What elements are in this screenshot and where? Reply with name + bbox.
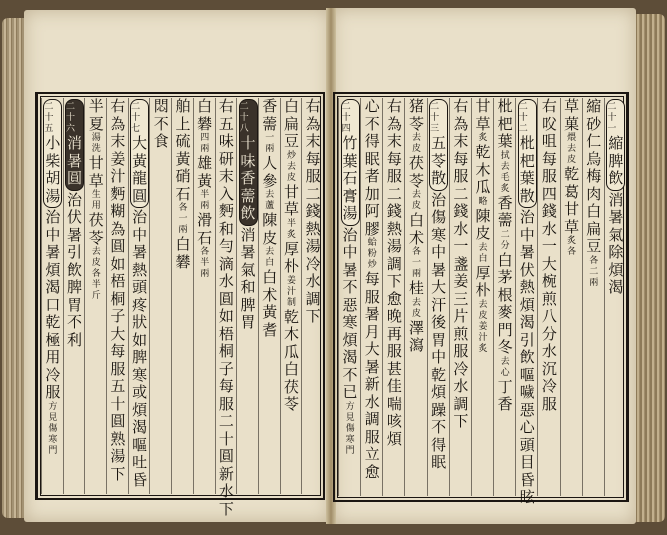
small-annotation: 略: [478, 196, 488, 207]
recipe-heading: 二 十 六 消 暑 圓: [65, 99, 84, 191]
text-column: 右 㕮 咀 每 服 四 錢 水 一 大 椀 煎 八 分 水 沉 冷 服: [537, 98, 560, 496]
small-annotation: 半 兩: [200, 190, 210, 211]
small-annotation: 去 蘆: [265, 190, 275, 211]
text-column: 二 十 一 縮 脾 飲 消 暑 氣 除 煩 渴: [604, 98, 627, 496]
text-column: 枇 杷 葉 拭 去 毛 炙 香 薷 二 分 白 茅 根 麥 門 冬 去 心 丁 香: [493, 98, 516, 496]
text-column: 猪 苓 去 皮 茯 苓 去 皮 白 术 各 一 兩 桂 去 皮 澤 瀉: [404, 98, 427, 496]
text-column: 舶 上 硫 黃 硝 石 各 一 兩 白 礬: [171, 98, 194, 494]
small-annotation: 四 兩: [200, 133, 210, 154]
small-annotation: 各 一 兩: [178, 203, 188, 235]
text-column: 右 為 末 姜 汁 麪 糊 為 圓 如 梧 桐 子 大 每 服 五 十 圓 熟 湯 下: [106, 98, 129, 494]
small-annotation: 方 見 傷 寒 門: [48, 401, 58, 456]
small-annotation: 生 用: [91, 190, 101, 211]
text-column: 草 菓 煨 去 皮 乾 葛 甘 草 炙 各: [560, 98, 583, 496]
text-column: 二 十 二 枇 杷 葉 散 治 中 暑 伏 熱 煩 渴 引 飲 嘔 噦 惡 心 頭 目 昏 眩: [515, 98, 538, 496]
recipe-heading: 二 十 八 十 味 香 薷 飲: [239, 99, 258, 226]
recipe-number: 二 十 七: [131, 102, 141, 134]
left-text-frame: [35, 92, 325, 518]
small-annotation: 姜 汁 制: [286, 275, 296, 308]
recipe-number: 二 十 三: [430, 102, 440, 134]
small-annotation: 去 白: [265, 247, 275, 268]
text-column: 二 十 七 大 黃 龍 圓 治 中 暑 熱 頭 疼 狀 如 脾 寒 或 煩 渴 嘔 吐 昏: [128, 98, 151, 494]
text-column: 二 十 五 小 柴 胡 湯 治 中 暑 煩 渴 口 乾 極 用 冷 服 方 見 傷 寒 門: [41, 98, 64, 494]
text-column: 香 薷 一 兩 人 參 去 蘆 陳 皮 去 白 白 术 黃 耆: [258, 98, 281, 494]
small-annotation: 去 皮 姜 汁 炙: [478, 299, 488, 354]
small-annotation: 各 一 兩: [412, 247, 422, 279]
recipe-number: 二 十 八: [239, 102, 249, 134]
recipe-heading: 二 十 四 竹 葉 石 膏 湯: [341, 99, 360, 226]
text-column: 半 夏 湯 洗 甘 草 生 用 茯 苓 去 皮 各 半 斤: [84, 98, 107, 494]
small-annotation: 去 皮: [412, 133, 422, 154]
recipe-heading: 二 十 五 小 柴 胡 湯: [43, 99, 62, 208]
text-column: 白 扁 豆 炒 去 皮 甘 草 半 炙 厚 朴 姜 汁 制 乾 木 瓜 白 茯 苓: [280, 98, 303, 494]
text-column: 甘 草 炙 乾 木 瓜 略 陳 皮 去 白 厚 朴 去 皮 姜 汁 炙: [471, 98, 494, 496]
small-annotation: 去 白: [478, 242, 488, 264]
text-column: 二 十 八 十 味 香 薷 飲 消 暑 氣 和 脾 胃: [236, 98, 259, 494]
text-column: 白 礬 四 兩 雄 黃 半 兩 滑 石 各 半 兩: [193, 98, 216, 494]
recipe-number: 二 十 六: [66, 102, 76, 134]
recipe-heading: 二 十 七 大 黃 龍 圓: [130, 99, 149, 208]
small-annotation: 一 兩: [265, 133, 275, 154]
recipe-heading: 二 十 一 縮 脾 飲: [606, 99, 625, 191]
recipe-number: 二 十 四: [341, 102, 351, 134]
recipe-heading: 二 十 三 五 苓 散: [429, 99, 448, 191]
small-annotation: 半 炙: [286, 218, 296, 240]
text-column: 右 五 味 研 末 入 麪 和 勻 滴 水 圓 如 梧 桐 子 每 服 二 十 圓 新 水 下: [215, 98, 238, 494]
recipe-number: 二 十 五: [44, 102, 54, 134]
right-page-edges: [635, 14, 665, 522]
small-annotation: 各 二 兩: [589, 255, 599, 288]
small-annotation: 去 心: [500, 356, 510, 378]
text-column: 悶 不 食: [149, 98, 172, 494]
small-annotation: 拭 去 毛 炙: [500, 150, 510, 194]
small-annotation: 炙 各: [567, 236, 577, 257]
recipe-number: 二 十 一: [607, 102, 617, 134]
small-annotation: 炒 去 皮: [286, 150, 296, 183]
recipe-heading: 二 十 二 枇 杷 葉 散: [518, 99, 537, 208]
text-column: 二 十 三 五 苓 散 治 傷 寒 中 暑 大 汗 後 胃 中 乾 煩 躁 不 得 眠: [427, 98, 450, 496]
small-annotation: 方 見 傷 寒 門: [345, 401, 355, 456]
small-annotation: 去 皮 各 半 斤: [91, 247, 101, 301]
text-column: 右 為 末 每 服 二 錢 熱 湯 調 下 愈 晚 再 服 甚 佳 喘 咳 煩: [382, 98, 405, 496]
small-annotation: 蛤 粉 炒: [367, 238, 377, 270]
right-text-frame: [333, 92, 629, 506]
text-column: 二 十 四 竹 葉 石 膏 湯 治 中 暑 不 惡 寒 煩 渴 不 已 方 見 傷 寒 門: [338, 98, 361, 496]
small-annotation: 去 皮: [412, 190, 422, 211]
small-annotation: 去 皮: [412, 297, 422, 319]
small-annotation: 煨 去 皮: [567, 133, 577, 165]
text-column: 二 十 六 消 暑 圓 治 伏 暑 引 飲 脾 胃 不 利: [63, 98, 86, 494]
recipe-number: 二 十 二: [518, 102, 528, 134]
text-column: 右 為 末 每 服 二 錢 水 一 盞 姜 三 片 煎 服 冷 水 調 下: [449, 98, 472, 496]
text-column: 心 不 得 眠 者 加 阿 膠 蛤 粉 炒 每 服 暑 月 大 暑 新 水 調 服 立 愈: [360, 98, 383, 496]
small-annotation: 炙: [478, 133, 488, 143]
small-annotation: 二 分: [500, 229, 510, 251]
text-column: 縮 砂 仁 烏 梅 肉 白 扁 豆 各 二 兩: [582, 98, 605, 496]
small-annotation: 湯 洗: [91, 133, 101, 154]
text-column: 右 為 末 每 服 二 錢 熱 湯 冷 水 調 下: [301, 98, 324, 494]
small-annotation: 各 半 兩: [200, 247, 210, 279]
